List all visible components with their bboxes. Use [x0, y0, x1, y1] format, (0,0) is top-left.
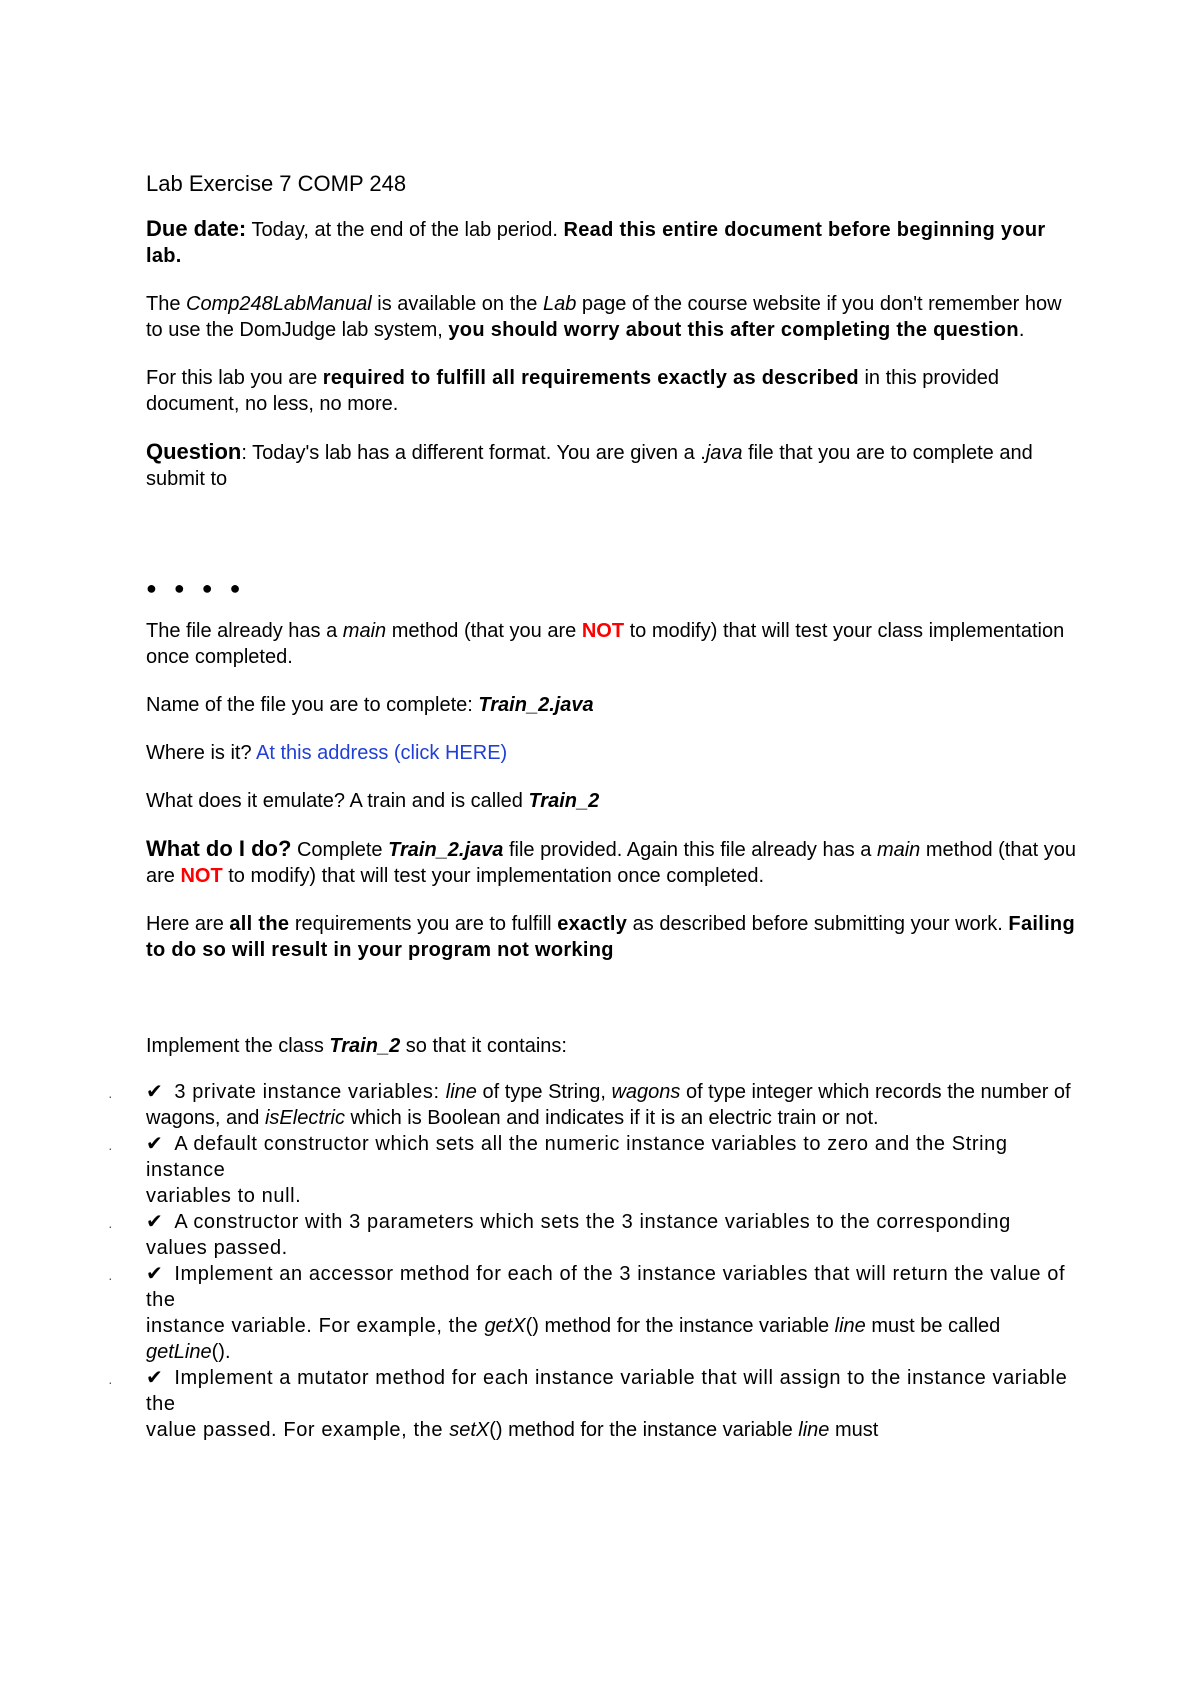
- text: Where is it?: [146, 742, 257, 764]
- text: value passed. For example, the: [146, 1419, 450, 1441]
- main-method-name: main: [342, 620, 387, 642]
- text: The: [146, 293, 187, 315]
- text: variables to null.: [146, 1185, 302, 1207]
- text: Here are: [146, 913, 230, 935]
- file-name: Train_2.java: [478, 694, 594, 716]
- list-item: [73, 1131, 1076, 1209]
- class-name: Train_2: [329, 1035, 401, 1057]
- lab-page-name: Lab: [542, 293, 577, 315]
- spacer: [146, 985, 1076, 1033]
- bullet-icon: ·: [108, 1374, 113, 1390]
- var-name: line: [834, 1315, 866, 1337]
- text: () method for the instance variable: [489, 1419, 799, 1441]
- text: page of the course website if you don't remember how to use the DomJudge lab system,: [146, 293, 1062, 341]
- text: of type String,: [476, 1081, 612, 1103]
- java-extension: java: [705, 442, 743, 464]
- requirements-note-paragraph: [146, 365, 1076, 417]
- what-do-label: What do I do?: [146, 836, 292, 861]
- file-name-paragraph: [146, 692, 1076, 718]
- requirements-list: [108, 1079, 1076, 1443]
- text: method (that you are: [386, 620, 582, 642]
- text: must be called: [865, 1315, 1001, 1337]
- text: so that it contains:: [400, 1035, 567, 1057]
- method-name: getLine: [146, 1341, 212, 1363]
- bold-text: exactly: [557, 913, 628, 935]
- file-name: Train_2.java: [388, 839, 504, 861]
- text: What does it emulate? A train and is called: [146, 790, 529, 812]
- checkmark-icon: ✔: [146, 1133, 163, 1155]
- text: instance variable. For example, the: [146, 1315, 485, 1337]
- method-name: setX: [449, 1419, 490, 1441]
- var-name: line: [798, 1419, 830, 1441]
- var-name: wagons: [611, 1081, 681, 1103]
- text: must: [829, 1419, 879, 1441]
- text: : Today's lab has a different format. You are given a .: [241, 442, 706, 464]
- var-name: line: [445, 1081, 477, 1103]
- text: Name of the file you are to complete:: [146, 694, 479, 716]
- text: to modify) that will test your implementation once completed.: [222, 865, 765, 887]
- main-method-paragraph: [146, 618, 1076, 670]
- bullet-icon: ·: [108, 1270, 113, 1286]
- separator-dots: ● ● ● ●: [146, 578, 247, 598]
- list-item: [73, 1261, 1076, 1365]
- due-date-warning: Read this entire document before beginning your lab.: [146, 219, 1046, 267]
- text: Implement the class: [146, 1035, 330, 1057]
- question-paragraph: [146, 439, 1076, 492]
- document-page: [108, 170, 1076, 1443]
- text: which is Boolean and indicates if it is an electric train or not.: [345, 1107, 879, 1129]
- file-address-link[interactable]: At this address (click HERE): [256, 742, 508, 764]
- method-name: getX: [484, 1315, 526, 1337]
- checkmark-icon: ✔: [146, 1211, 163, 1233]
- lab-manual-paragraph: [146, 291, 1076, 343]
- var-name: isElectric: [264, 1107, 345, 1129]
- text: For this lab you are: [146, 367, 323, 389]
- text: in this provided document, no less, no more.: [146, 367, 999, 415]
- bold-text: all the: [229, 913, 290, 935]
- where-paragraph: [146, 740, 1076, 766]
- implement-paragraph: [146, 1033, 1076, 1059]
- bullet-icon: ·: [108, 1140, 113, 1156]
- text: A constructor with 3 parameters which sets the 3 instance variables to the corresponding values passed.: [146, 1211, 1011, 1259]
- manual-name: Comp248LabManual: [186, 293, 372, 315]
- due-date-text: Today, at the end of the lab period.: [246, 219, 564, 241]
- due-date-paragraph: [146, 216, 1076, 269]
- bold-note: required to fulfill all requirements exactly as described: [322, 367, 859, 389]
- text: Complete: [291, 839, 389, 861]
- list-item: [73, 1079, 1076, 1131]
- checkmark-icon: ✔: [146, 1081, 163, 1103]
- not-warning: NOT: [581, 620, 625, 642]
- not-warning: NOT: [180, 865, 223, 887]
- text: is available on the: [371, 293, 543, 315]
- text: .: [1018, 319, 1025, 341]
- text: 3 private instance variables:: [174, 1081, 446, 1103]
- text: wagons, and: [146, 1107, 265, 1129]
- text: A default constructor which sets all the numeric instance variables to zero and the String instance: [146, 1133, 1008, 1181]
- text: file provided. Again this file already has a: [503, 839, 877, 861]
- document-title: Lab Exercise 7 COMP 248: [146, 171, 407, 196]
- what-do-paragraph: [146, 836, 1076, 889]
- text: of type integer which records the number of: [680, 1081, 1071, 1103]
- failure-warning: Failing to do so will result in your program not working: [146, 913, 1075, 961]
- question-label: Question: [146, 439, 242, 464]
- list-item: [73, 1209, 1076, 1261]
- text: requirements you are to fulfill: [289, 913, 558, 935]
- class-name: Train_2: [528, 790, 600, 812]
- text: method (that you are: [146, 839, 1076, 887]
- requirements-paragraph: [146, 911, 1076, 963]
- checkmark-icon: ✔: [146, 1367, 163, 1389]
- bold-note: you should worry about this after completing the question: [448, 319, 1019, 341]
- text: ().: [211, 1341, 231, 1363]
- text: to modify) that will test your class implementation once completed.: [146, 620, 1065, 668]
- due-date-label: Due date:: [146, 216, 247, 241]
- text: file that you are to complete and submit to: [146, 442, 1033, 490]
- text: Implement a mutator method for each instance variable that will assign to the instance variable the: [146, 1367, 1068, 1415]
- main-method-name: main: [876, 839, 921, 861]
- checkmark-icon: ✔: [146, 1263, 163, 1285]
- text: Implement an accessor method for each of the 3 instance variables that will return the value of the: [146, 1263, 1066, 1311]
- bullet-icon: ·: [108, 1088, 113, 1104]
- bullet-icon: ·: [108, 1218, 113, 1234]
- text: () method for the instance variable: [525, 1315, 835, 1337]
- text: as described before submitting your work.: [627, 913, 1009, 935]
- emulate-paragraph: [146, 788, 1076, 814]
- list-item: [73, 1365, 1076, 1443]
- text: The file already has a: [146, 620, 343, 642]
